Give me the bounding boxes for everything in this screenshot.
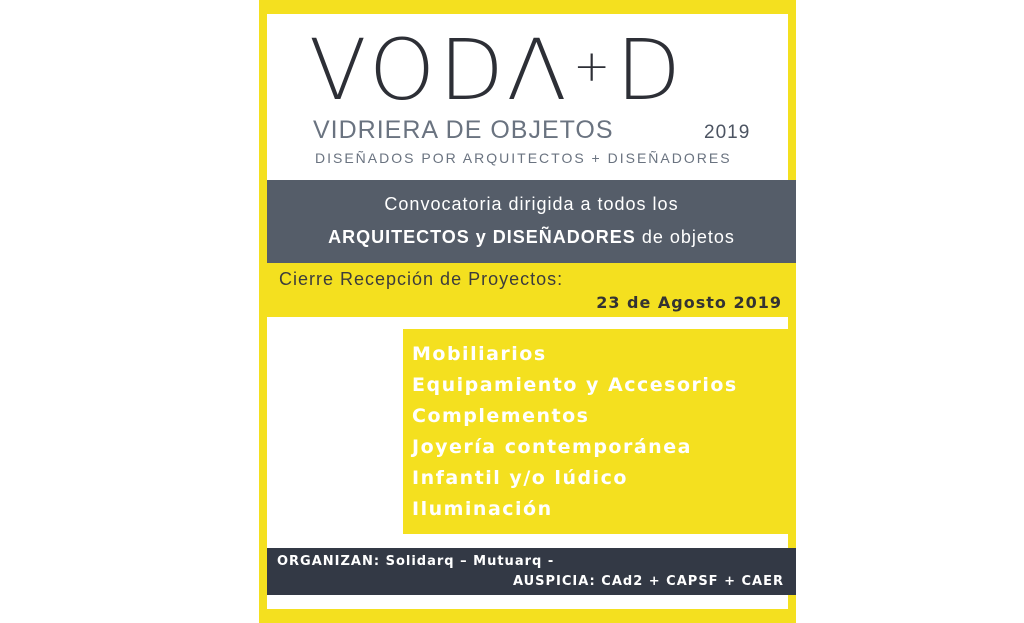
cierre-date: 23 de Agosto 2019 — [596, 293, 782, 312]
year: 2019 — [704, 122, 751, 143]
subtitle-line2: DISEÑADOS POR ARQUITECTOS + DISEÑADORES — [315, 150, 732, 166]
convocatoria-bold: ARQUITECTOS y DISEÑADORES — [328, 227, 636, 247]
poster — [259, 0, 796, 623]
frame-bottom — [259, 609, 796, 623]
logo-letters: VOD — [309, 21, 508, 119]
organizan-text: ORGANIZAN: Solidarq – Mutuarq - — [277, 554, 555, 569]
logo-lambda: Λ — [506, 21, 571, 119]
categories-list — [412, 339, 738, 525]
footer-band — [267, 548, 796, 595]
frame-left — [259, 0, 267, 623]
subtitle-line1: VIDRIERA DE OBJETOS — [313, 116, 614, 144]
auspicia-text: AUSPICIA: CAd2 + CAPSF + CAER — [512, 574, 784, 589]
logo-d: D — [616, 21, 685, 119]
category-item: Infantil y/o lúdico — [412, 467, 628, 489]
convocatoria-line1: Convocatoria dirigida a todos los — [384, 194, 679, 214]
logo-plus: + — [573, 41, 615, 92]
category-item: Equipamiento y Accesorios — [412, 374, 738, 396]
convocatoria-rest: de objetos — [635, 227, 735, 247]
cierre-band — [267, 263, 796, 317]
convocatoria-line2 — [267, 227, 796, 248]
category-item: Iluminación — [412, 498, 553, 520]
category-item: Complementos — [412, 405, 590, 427]
cierre-label: Cierre Recepción de Proyectos: — [279, 269, 564, 289]
frame-top — [259, 0, 796, 14]
category-item: Joyería contemporánea — [412, 436, 692, 458]
convocatoria-band — [267, 180, 796, 263]
categories-box — [403, 329, 796, 534]
category-item: Mobiliarios — [412, 343, 547, 365]
logo — [309, 21, 685, 119]
